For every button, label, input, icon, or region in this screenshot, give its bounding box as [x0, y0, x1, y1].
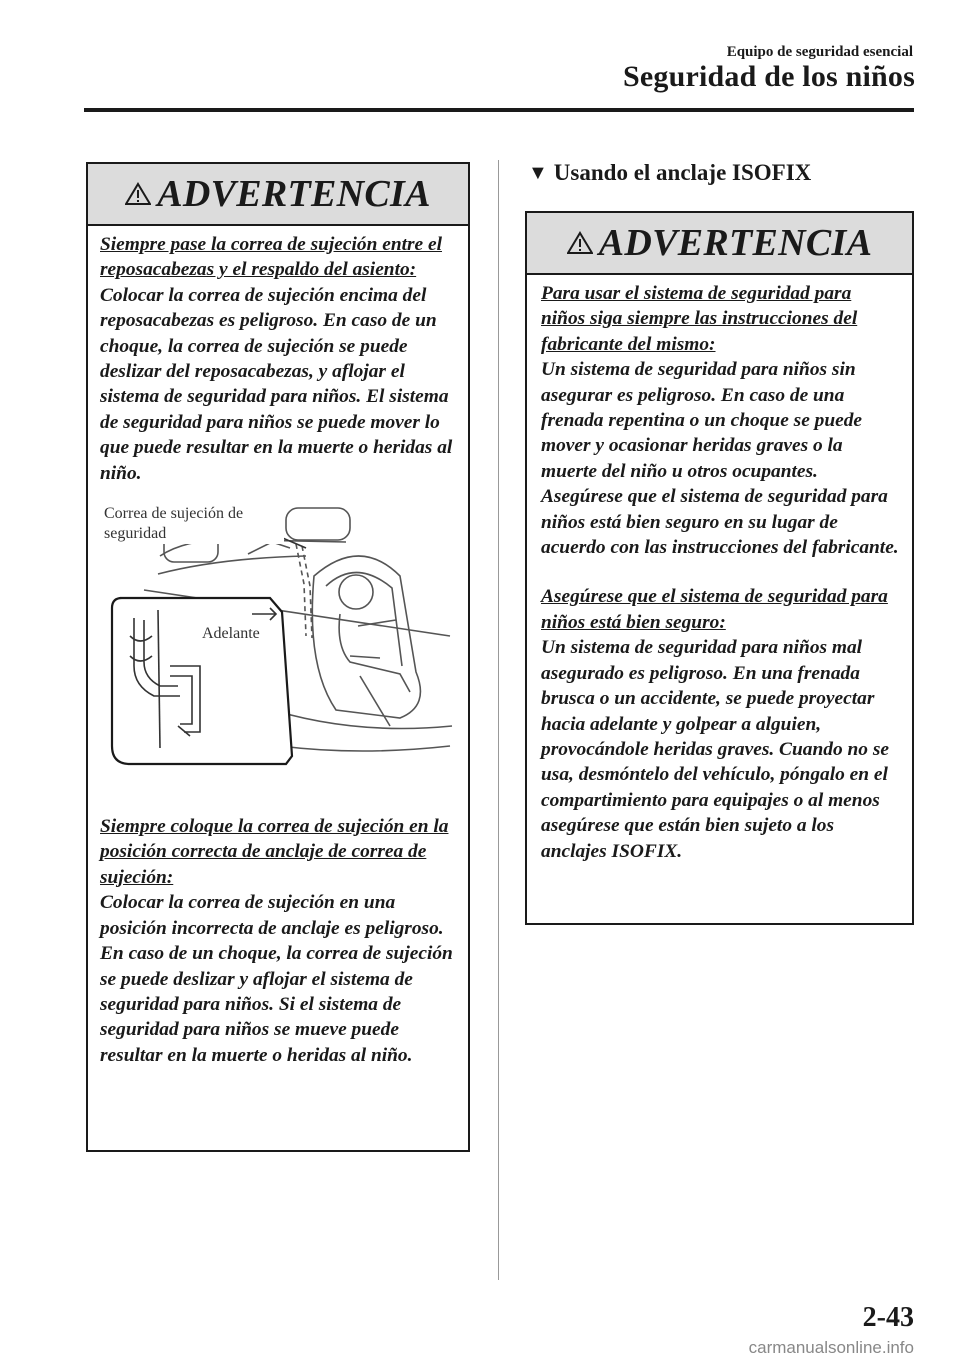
warning-header — [527, 213, 912, 275]
triangle-marker-icon: ▼ — [528, 161, 548, 184]
warning-text: Un sistema de seguridad para niños mal asegurado es peligroso. En una frenada brusca o un accidente, se puede proyectar hacia adelante y golpear a alguien, provocándole heridas graves. Cuando no se usa, desmóntelo del vehículo, póngalo en el compartimiento para equipajes o al menos asegúrese que están bien sujeto a los anclajes ISOFIX. — [541, 637, 889, 862]
warning-heading: Siempre pase la correa de sujeción entre el reposacabezas y el respaldo del asiento: — [100, 234, 442, 281]
header-section-label: Equipo de seguridad esencial — [726, 44, 913, 60]
section-heading — [528, 160, 811, 186]
warning-header — [88, 164, 468, 226]
strap-label: Correa de sujeción de seguridad — [104, 504, 284, 544]
column-divider — [498, 160, 499, 1280]
tether-strap-illustration — [100, 496, 456, 806]
warning-text: Colocar la correa de sujeción en una posición incorrecta de anclaje es peligroso. En caso de un choque, la correa de sujeción se puede deslizar y aflojar el sistema de seguridad para niños. Si el sistema de seguridad para niños se mueve puede resultar en la muerte o heridas al niño. — [100, 892, 453, 1066]
warning-box-right — [525, 211, 914, 925]
warning-title: ADVERTENCIA — [598, 222, 873, 264]
forward-label: Adelante — [202, 625, 260, 643]
watermark: carmanualsonline.info — [748, 1338, 914, 1357]
warning-box-left — [86, 162, 470, 1152]
page-number: 2-43 — [862, 1302, 914, 1333]
page-title: Seguridad de los niños — [623, 60, 915, 93]
warning-title: ADVERTENCIA — [157, 173, 431, 215]
warning-heading: Para usar el sistema de seguridad para niños siga siempre las instrucciones del fabricante del mismo: — [541, 283, 858, 355]
warning-triangle-icon — [125, 182, 151, 206]
warning-text: Un sistema de seguridad para niños sin asegurar es peligroso. En caso de una frenada repentina o un choque se puede mover y ocasionar heridas graves o la muerte del niño u otros ocupantes. Asegúrese que el sistema de seguridad para niños está bien seguro en su lugar de acuerdo con las instrucciones del fabricante. — [541, 359, 899, 559]
warning-heading: Asegúrese que el sistema de seguridad para niños está bien seguro: — [541, 586, 888, 633]
header-rule — [84, 108, 914, 112]
section-heading-text: Usando el anclaje ISOFIX — [553, 160, 812, 185]
warning-heading: Siempre coloque la correa de sujeción en la posición correcta de anclaje de correa de sujeción: — [100, 816, 449, 888]
warning-text: Colocar la correa de sujeción encima del reposacabezas es peligroso. En caso de un choque, la correa de sujeción se puede deslizar del reposacabezas, y aflojar el sistema de seguridad para niños. El sistema de seguridad para niños se puede mover lo que puede resultar en la muerte o heridas al niño. — [100, 284, 453, 484]
warning-triangle-icon — [567, 231, 593, 255]
